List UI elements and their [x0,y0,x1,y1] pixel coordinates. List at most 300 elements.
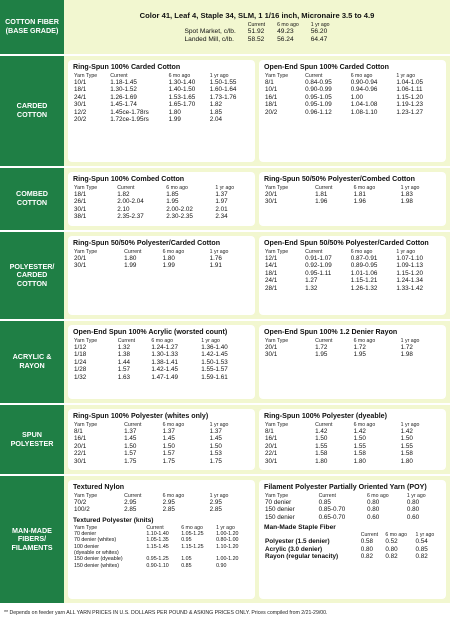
column-header: 1 yr ago [201,338,220,344]
table-cell: 1.81 [353,191,366,198]
section-row [0,168,450,232]
table-cell: Landed Mill, c/lb. [184,35,234,43]
table-row [264,538,441,545]
panel-title: Open-End Spun 50/50% Polyester/Carded Cotton [264,239,429,247]
table-cell: 0.85 [318,499,331,506]
table-cell: 2.95 [162,499,175,506]
table-cell: 1.42-1.45 [201,351,228,359]
table-cell: 1.15-1.21 [350,277,378,285]
table-cell: 1.82 [117,191,130,198]
table-cell: 1.26-1.69 [110,93,137,101]
column-header: 6 mo ago [385,532,408,539]
table-cell: 1.47-1.49 [151,373,179,381]
table-cell: 1.72 [353,344,366,351]
section-content [64,405,450,474]
table-cell: 20/1 [74,442,87,450]
table-cell: 8/1 [265,428,274,435]
table-row [264,262,441,269]
table-cell: 1.05-1.35 [146,537,169,544]
table-cell: 0.60 [406,513,420,521]
table-row [264,86,441,93]
table-cell: 16/1 [74,435,87,443]
table-cell: 1.50-1.53 [201,358,228,366]
table-cell: 1.23-1.27 [396,108,423,116]
table-cell: 1.00-1.20 [216,530,239,537]
man-made-row [0,476,450,605]
category-label: MAN-MADE FIBERS/ FILAMENTS [0,476,64,603]
panel-title: Ring-Spun 100% Polyester (whites only) [73,412,209,420]
table-cell: 30/1 [265,457,278,465]
table-cell: 30/1 [74,262,87,270]
column-header: Yarn Type [74,524,98,531]
table-cell: 56.20 [310,27,328,35]
category-label: ACRYLIC & RAYON [0,321,64,403]
table-cell: 1.42 [315,428,328,435]
table-cell: Spot Market, c/lb. [184,27,236,35]
category-label: SPUN POLYESTER [0,405,64,474]
table-cell: 1.80 [400,457,413,465]
table-cell: 12/2 [74,108,87,116]
column-header: Current [318,493,336,499]
panel-title: Ring-Spun 100% Combed Cotton [73,175,185,183]
table-cell: 51.92 [247,27,265,35]
table-cell: 20/1 [265,191,278,198]
table-cell: 1.59-1.61 [201,373,228,381]
table-row [264,285,441,292]
column-header: Yarn Type [74,73,98,79]
table-cell: 1.97 [215,198,228,206]
table-cell: 0.95-1.09 [305,101,332,109]
table-row [264,499,441,506]
table-cell: 0.95-1.11 [305,269,332,277]
table-cell: 1.50 [209,442,222,450]
category-label: POLYESTER/ CARDED COTTON [0,232,64,319]
base-grade-info [64,0,450,54]
column-header: Current [315,338,333,344]
panel-title: Open-End Spun 100% Carded Cotton [264,63,389,71]
table-cell: 20/1 [265,442,278,450]
column-header: 6 mo ago [151,338,174,344]
table-row [264,101,441,108]
table-cell: 18/1 [265,101,278,109]
table-cell: 28/1 [265,284,278,292]
table-cell: 1.96 [353,198,366,206]
table-cell: 0.96-1.12 [305,108,332,116]
column-header: Current [315,422,333,428]
yarn-panel [68,60,255,162]
table-cell: (dyeable or whites) [74,550,119,557]
table-cell: 70 denier [265,499,292,506]
table-cell: 1.72ce-1.95rs [110,116,149,124]
table-cell: 1.26-1.32 [350,284,378,292]
spot-market-table [178,22,335,43]
table-cell: 1.30-1.52 [110,86,137,94]
table-cell: 1.10-1.20 [216,543,239,550]
table-cell: 1.99 [168,116,181,124]
table-row [73,94,250,101]
table-cell: 1.45 [124,435,137,443]
table-cell: 1.80 [124,255,137,262]
table-cell: 22/1 [74,450,87,458]
yarn-panel [259,172,446,226]
price-table [73,73,250,123]
base-grade-title: Color 41, Leaf 4, Staple 34, SLM, 1 1/16 inch, Micronaire 3.5 to 4.9 [139,10,375,20]
table-cell: 1.42 [400,428,413,435]
table-row [264,277,441,284]
table-cell: 1.57 [162,450,175,458]
column-header: 6 mo ago [350,249,373,255]
table-row [73,86,250,93]
table-cell: 0.89-0.95 [350,262,378,270]
table-cell: 0.84-0.95 [305,79,332,86]
table-row [73,109,250,116]
table-cell: 30/1 [265,351,278,359]
column-header: 6 mo ago [353,422,376,428]
table-cell: 16/1 [265,93,278,101]
table-cell: 1.95 [315,351,328,359]
table-cell: 0.95 [181,537,192,544]
table-cell: 1.85 [209,108,223,116]
section-row [0,56,450,168]
yarn-panel [259,409,446,470]
table-cell: 1.55-1.57 [201,366,228,374]
column-header: 1 yr ago [209,422,229,428]
table-cell: 1.76 [209,255,222,262]
column-header: 6 mo ago [162,249,185,255]
table-row [264,435,441,442]
table-cell: 1.85 [166,191,179,198]
column-header: Current [315,185,333,191]
price-table [264,493,441,521]
table-row [264,255,441,262]
column-header: 6 mo ago [353,338,376,344]
table-cell: 24/1 [265,277,278,285]
table-row [73,366,250,373]
table-cell: 0.80 [366,506,380,514]
table-cell: 1.72 [315,344,328,351]
table-cell: 1.50 [353,435,366,443]
section-row [0,232,450,321]
yarn-panel [259,325,446,399]
column-header: 1 yr ago [215,185,235,191]
section-content [64,232,450,319]
table-cell: 1.09-1.13 [396,262,423,270]
price-table [73,493,250,514]
table-row [73,458,250,465]
column-header: Yarn Type [265,185,289,191]
table-cell: 1.50 [400,435,413,443]
table-row [73,213,250,220]
table-cell: 10/1 [265,86,278,94]
table-cell: 1.58 [353,450,366,458]
table-cell: 0.60 [366,513,380,521]
table-cell: Acrylic (3.0 denier) [265,545,323,553]
table-row [73,374,250,381]
table-cell: 0.91-1.07 [305,255,332,262]
table-cell: 2.00-2.02 [166,205,193,213]
table-row [73,101,250,108]
table-cell: 20/1 [74,255,87,262]
table-cell: 1.42-1.45 [151,366,179,374]
column-header: 1 yr ago [400,185,420,191]
panel-title: Textured Nylon [73,483,125,491]
table-cell: 0.85-0.70 [318,506,346,514]
table-row [73,255,250,262]
yarn-panel [68,409,255,470]
table-row [264,351,441,358]
table-cell: 49.23 [277,27,294,35]
table-row [73,443,250,450]
section-content [64,168,450,230]
table-cell: 1.99 [162,262,175,270]
panel-title: Open-End Spun 100% Acrylic (worsted count) [73,328,228,336]
poy-staple-panel [259,480,446,599]
table-row [73,206,250,213]
table-cell: 70 denier (whites) [74,537,117,544]
table-cell: 30/1 [265,198,278,206]
table-row [178,28,335,36]
table-row [264,458,441,465]
table-row [264,450,441,457]
table-cell: 1.15-1.45 [146,543,169,550]
yarn-panel [259,236,446,315]
column-header: Current [124,249,142,255]
table-cell: 1.58 [400,450,413,458]
column-header: Yarn Type [74,493,98,499]
table-cell: 0.82 [415,553,428,561]
category-label: COTTON FIBER (BASE GRADE) [0,0,64,54]
table-cell: 18/1 [74,86,87,94]
table-cell: 0.80 [406,506,420,514]
footer-note: ** Depends on feeder yarn ALL YARN PRICES IN U.S. DOLLARS PER POUND & ASKING PRICES ONLY. Prices compiled from 2/21-29/00. [4,610,328,616]
table-cell: 150 denier (whites) [74,562,120,569]
category-label: COMBED COTTON [0,168,64,230]
table-cell: 0.80-1.00 [216,537,239,544]
table-cell: 1.01-1.06 [350,269,378,277]
table-cell: 150 denier [265,506,295,514]
table-row [264,198,441,205]
table-cell: 1/28 [74,366,87,374]
table-cell: 1.57 [124,450,137,458]
table-cell: 2.35-2.37 [117,213,144,221]
table-cell: 1.30-1.40 [168,79,196,86]
table-row [73,556,250,562]
table-cell: 18/1 [74,191,87,198]
table-cell: 0.92-1.09 [305,262,332,270]
table-cell: 30/1 [74,101,87,109]
table-row [73,262,250,269]
table-cell: 12/1 [265,255,278,262]
table-cell: 1.00-1.20 [216,556,239,563]
column-header: Current [360,532,379,539]
table-cell: 1.05-1.25 [181,530,204,537]
table-cell: 1.50 [315,435,328,443]
cotton-fiber-row [0,0,450,56]
price-table [73,338,250,381]
table-cell: 1.04-1.08 [350,101,378,109]
section-content [64,321,450,403]
table-cell: 1.50 [124,442,137,450]
table-cell: 18/1 [265,269,278,277]
table-cell: 58.52 [247,35,265,43]
table-cell: 1.37 [162,428,175,435]
yarn-panel [68,236,255,315]
table-cell: 1.58 [315,450,328,458]
table-cell: 24/1 [74,93,87,101]
table-cell: 1.99 [124,262,137,270]
column-header: Yarn Type [74,338,98,344]
table-cell: 8/1 [74,428,83,435]
table-row [264,428,441,435]
table-cell: 1.80 [168,108,181,116]
column-header: 1 yr ago [209,73,229,79]
table-cell: 150 denier (dyeable) [74,556,123,563]
table-cell: 1.53 [209,450,222,458]
table-cell: 1.98 [400,198,413,206]
column-header: Current [124,493,142,499]
table-cell: 20/1 [265,344,278,351]
table-cell: 1.10-1.40 [146,530,169,537]
table-cell: 1.37 [215,191,228,198]
table-cell: 1.27 [305,277,318,285]
table-row [264,546,441,553]
table-cell: 1.32 [117,344,131,351]
price-table [73,422,250,465]
column-header: 6 mo ago [366,493,389,499]
table-row [264,344,441,351]
table-cell: 1.15-1.25 [181,543,204,550]
table-cell: 26/1 [74,198,87,206]
nylon-polyester-panel [68,480,255,599]
table-row [73,191,250,198]
column-header: 6 mo ago [162,493,185,499]
table-row [178,36,335,44]
table-cell: 1.07-1.10 [396,255,423,262]
table-row [264,270,441,277]
table-cell: 1/12 [74,344,87,351]
table-cell: 1.73-1.76 [209,93,237,101]
table-cell: 2.10 [117,205,130,213]
price-table [264,532,441,560]
table-row [264,94,441,101]
column-header: 1 yr ago [216,524,235,531]
table-cell: 0.82 [360,553,374,561]
column-header: 1 yr ago [400,338,420,344]
table-cell: 20/2 [74,116,87,124]
table-cell: 1.57 [117,366,131,374]
panel-title: Ring-Spun 50/50% Polyester/Combed Cotton [264,175,415,183]
table-cell: 0.87-0.91 [350,255,378,262]
table-cell: 1.24-1.27 [151,344,179,351]
table-row [73,116,250,123]
table-cell: 1.55 [353,442,366,450]
column-header: Current [146,524,164,531]
price-table [73,185,250,221]
price-table [264,73,441,116]
table-cell: Polyester (1.5 denier) [265,538,330,546]
table-cell: 20/2 [265,108,278,116]
table-cell: 0.85 [181,562,192,569]
table-row [264,443,441,450]
table-cell: 2.85 [124,506,137,514]
column-header: 6 mo ago [353,185,376,191]
section-row [0,405,450,476]
table-cell: 14/1 [265,262,278,270]
table-cell: 1.19-1.23 [396,101,423,109]
column-header: 6 mo ago [162,422,185,428]
table-cell: 0.85 [415,545,428,553]
column-header: Current [117,185,135,191]
table-cell: 1.50-1.55 [209,79,237,86]
table-cell: 1.00 [350,93,363,101]
yarn-panel [68,325,255,399]
price-table [264,338,441,359]
column-header: Yarn Type [265,422,289,428]
table-row [264,109,441,116]
table-cell: 1.75 [209,457,222,465]
column-header: Yarn Type [265,493,289,499]
column-header: 6 mo ago [277,21,299,28]
table-row [73,506,250,513]
price-table [264,185,441,206]
table-cell: 1.08-1.10 [350,108,378,116]
column-header: 1 yr ago [396,249,416,255]
column-header: Yarn Type [265,338,289,344]
table-cell: 1.06-1.11 [396,86,423,94]
column-header: Current [247,21,266,28]
table-row [264,506,441,513]
table-row [73,351,250,358]
column-header: 6 mo ago [181,524,203,531]
table-cell: 1.33-1.42 [396,284,423,292]
table-cell: 70/2 [74,499,87,506]
column-header: 1 yr ago [406,493,426,499]
table-cell: 0.90 [216,562,227,569]
table-cell: 1.15-1.20 [396,93,423,101]
table-cell: 0.80 [360,545,374,553]
column-header: 1 yr ago [415,532,435,539]
yarn-panel [68,172,255,226]
table-cell: 0.94-0.96 [350,86,378,94]
price-table [264,249,441,292]
table-row [264,553,441,560]
column-header: 1 yr ago [209,249,229,255]
table-cell: 1/32 [74,373,87,381]
table-cell: 0.95-1.05 [305,93,332,101]
table-cell: 1.63 [117,373,131,381]
column-header: Current [305,249,323,255]
table-cell: 1.80 [162,255,175,262]
table-cell: 1.72 [400,344,413,351]
table-cell: 1.55 [400,442,413,450]
table-cell: 1.36-1.40 [201,344,228,351]
panel-title: Filament Polyester Partially Oriented Yarn (POY) [264,483,427,491]
table-row [73,563,250,569]
table-cell: 0.90-0.94 [350,79,378,86]
table-cell: 1/24 [74,358,87,366]
table-cell: 0.82 [385,553,398,561]
yarn-panel [259,60,446,162]
category-label: CARDED COTTON [0,56,64,166]
section-content [64,476,450,603]
table-cell: 22/1 [265,450,278,458]
table-cell: 0.80 [385,545,398,553]
table-cell: 1.95 [353,351,366,359]
panel-title: Open-End Spun 100% 1.2 Denier Rayon [264,328,398,336]
column-header: Current [305,73,323,79]
table-cell: 2.34 [215,213,228,221]
table-cell: 1.38 [117,351,131,359]
